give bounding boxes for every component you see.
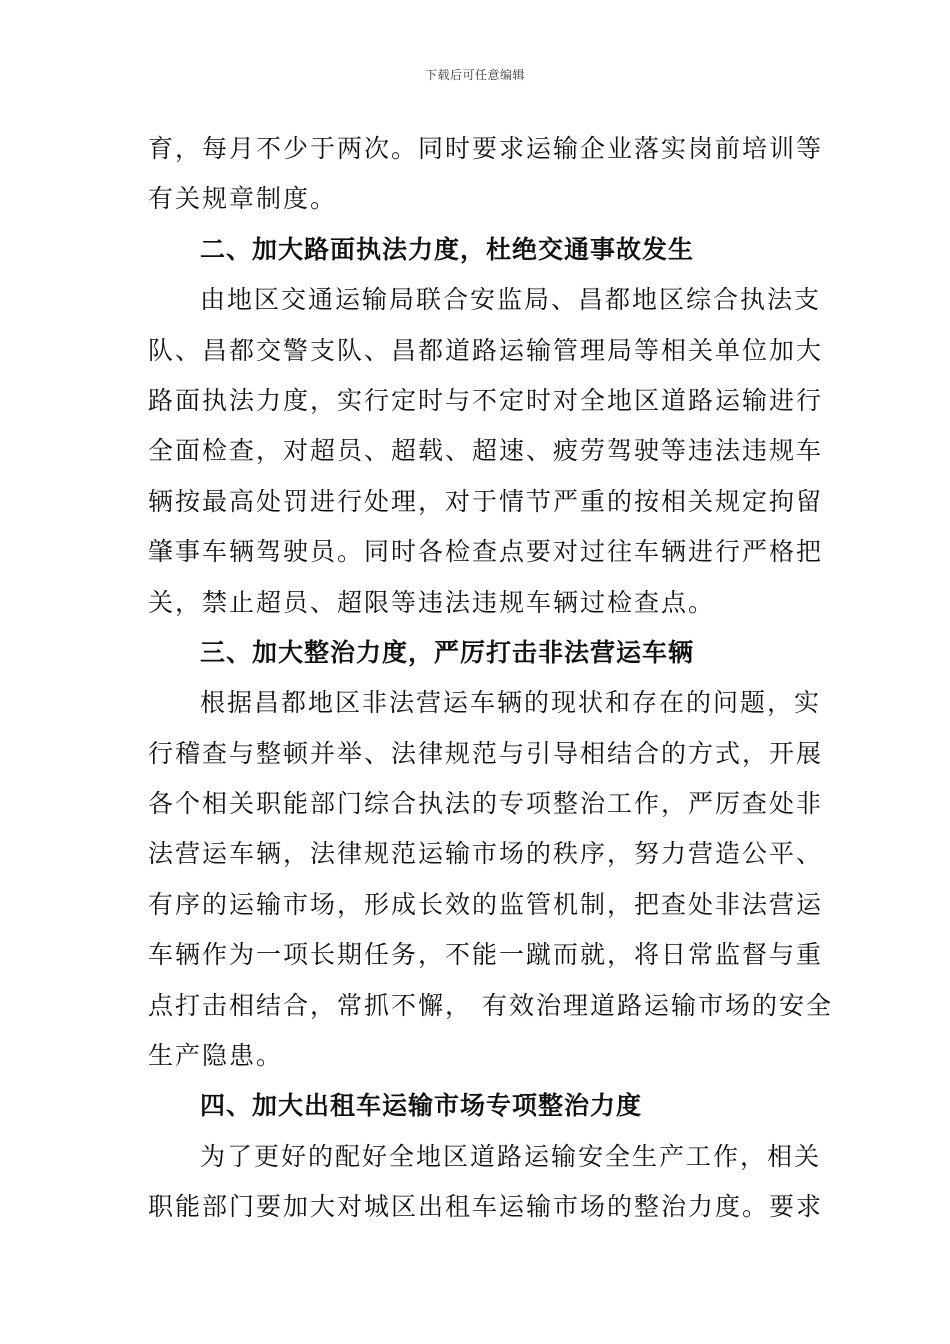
paragraph-line: 全面检查，对超员、超载、超速、疲劳驾驶等违法违规车 bbox=[148, 436, 824, 466]
paragraph-line: 法营运车辆，法律规范运输市场的秩序，努力营造公平、 bbox=[148, 839, 824, 869]
paragraph-line: 育，每月不少于两次。同时要求运输企业落实岗前培训等 bbox=[148, 134, 824, 163]
document-body bbox=[148, 124, 833, 1233]
page-header-note: 下载后可任意编辑 bbox=[424, 68, 525, 82]
paragraph-line: 车辆作为一项长期任务，不能一蹴而就，将日常监督与重 bbox=[148, 940, 824, 970]
section-heading: 三、加大整治力度，严厉打击非法营运车辆 bbox=[200, 637, 695, 667]
paragraph-line: 行稽查与整顿并举、法律规范与引导相结合的方式，开展 bbox=[148, 738, 824, 768]
paragraph-line: 辆按最高处罚进行处理，对于情节严重的按相关规定拘留 bbox=[148, 486, 824, 516]
section-heading: 四、加大出租车运输市场专项整治力度 bbox=[200, 1091, 643, 1121]
paragraph-first-line: 根据昌都地区非法营运车辆的现状和存在的问题，实 bbox=[200, 688, 822, 718]
paragraph-last-line: 有关规章制度。 bbox=[148, 184, 338, 214]
paragraph-line: 肇事车辆驾驶员。同时各检查点要对过往车辆进行严格把 bbox=[148, 537, 824, 567]
paragraph-line: 职能部门要加大对城区出租车运输市场的整治力度。要求 bbox=[148, 1192, 824, 1222]
paragraph-line: 点打击相结合，常抓不懈， 有效治理道路运输市场的安全 bbox=[148, 990, 833, 1020]
paragraph-first-line: 为了更好的配好全地区道路运输安全生产工作，相关 bbox=[200, 1141, 822, 1171]
paragraph-line: 各个相关职能部门综合执法的专项整治工作，严厉查处非 bbox=[148, 789, 824, 819]
section-heading: 二、加大路面执法力度，杜绝交通事故发生 bbox=[200, 234, 695, 264]
paragraph-first-line: 由地区交通运输局联合安监局、昌都地区综合执法支 bbox=[200, 285, 822, 315]
paragraph-line: 路面执法力度，实行定时与不定时对全地区道路运输进行 bbox=[148, 385, 824, 415]
paragraph-last-line: 关，禁止超员、超限等违法违规车辆过检查点。 bbox=[148, 587, 716, 617]
paragraph-line: 队、昌都交警支队、昌都道路运输管理局等相关单位加大 bbox=[148, 335, 824, 365]
paragraph-last-line: 生产隐患。 bbox=[148, 1041, 284, 1071]
paragraph-line: 有序的运输市场，形成长效的监管机制，把查处非法营运 bbox=[148, 889, 824, 919]
